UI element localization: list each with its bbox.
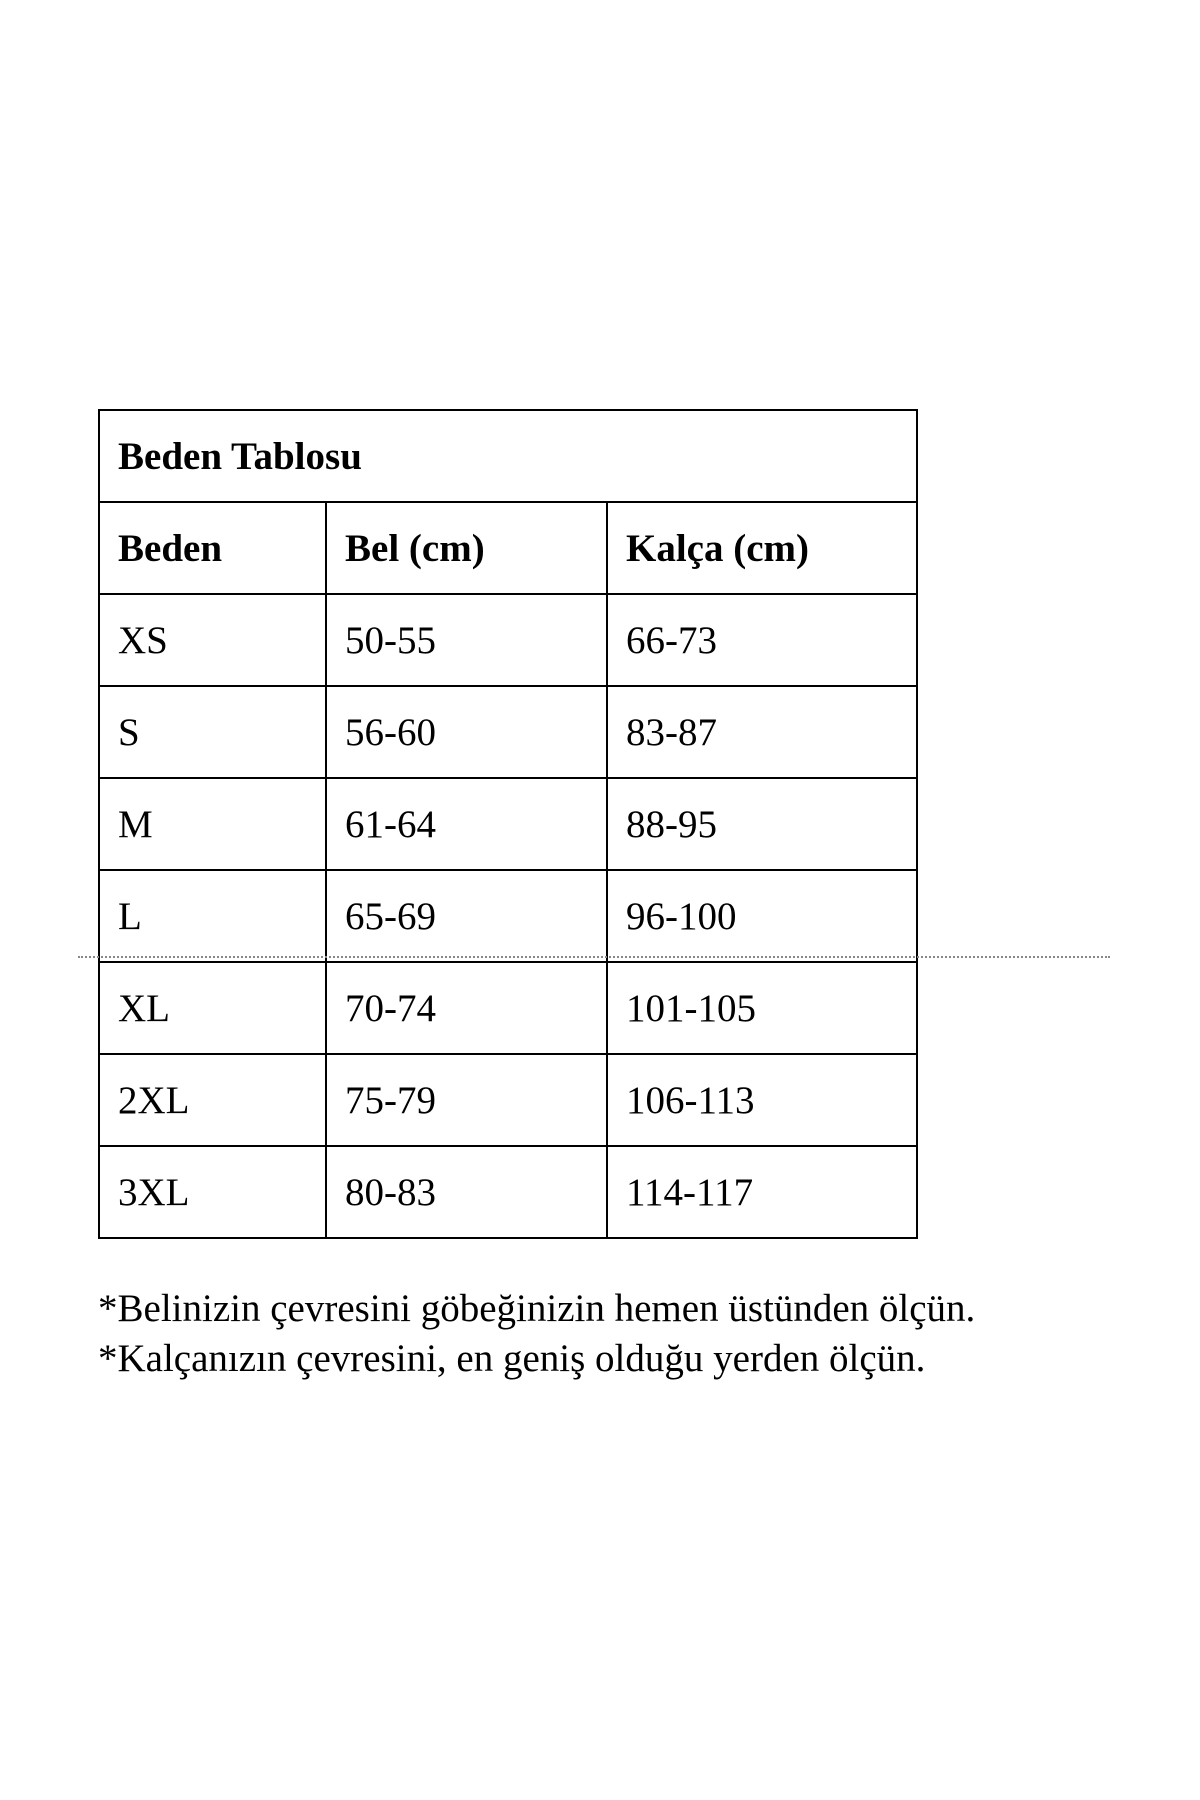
size-cell: M <box>99 778 326 870</box>
size-cell: XS <box>99 594 326 686</box>
hip-cell: 88-95 <box>607 778 917 870</box>
hip-cell: 96-100 <box>607 870 917 962</box>
table-title: Beden Tablosu <box>99 410 917 502</box>
waist-note: *Belinizin çevresini göbeğinizin hemen üstünden ölçün. <box>98 1287 976 1330</box>
waist-cell: 70-74 <box>326 962 607 1054</box>
table-row <box>99 1054 917 1146</box>
table-row <box>99 870 917 962</box>
header-waist: Bel (cm) <box>326 502 607 594</box>
hip-cell: 66-73 <box>607 594 917 686</box>
measurement-notes <box>98 1284 975 1384</box>
size-cell: 3XL <box>99 1146 326 1238</box>
table-row <box>99 686 917 778</box>
size-cell: S <box>99 686 326 778</box>
hip-cell: 101-105 <box>607 962 917 1054</box>
size-cell: XL <box>99 962 326 1054</box>
waist-cell: 61-64 <box>326 778 607 870</box>
table-row <box>99 962 917 1054</box>
waist-cell: 56-60 <box>326 686 607 778</box>
table-header-row <box>99 502 917 594</box>
hip-cell: 83-87 <box>607 686 917 778</box>
waist-cell: 80-83 <box>326 1146 607 1238</box>
dotted-divider <box>78 956 1110 958</box>
table-row <box>99 778 917 870</box>
table-row <box>99 594 917 686</box>
size-cell: 2XL <box>99 1054 326 1146</box>
size-cell: L <box>99 870 326 962</box>
waist-cell: 75-79 <box>326 1054 607 1146</box>
table-row <box>99 1146 917 1238</box>
hip-cell: 114-117 <box>607 1146 917 1238</box>
header-hip: Kalça (cm) <box>607 502 917 594</box>
header-size: Beden <box>99 502 326 594</box>
hip-note: *Kalçanızın çevresini, en geniş olduğu yerden ölçün. <box>98 1337 926 1380</box>
waist-cell: 50-55 <box>326 594 607 686</box>
table-title-row <box>99 410 917 502</box>
size-chart-table <box>98 409 918 1239</box>
waist-cell: 65-69 <box>326 870 607 962</box>
hip-cell: 106-113 <box>607 1054 917 1146</box>
